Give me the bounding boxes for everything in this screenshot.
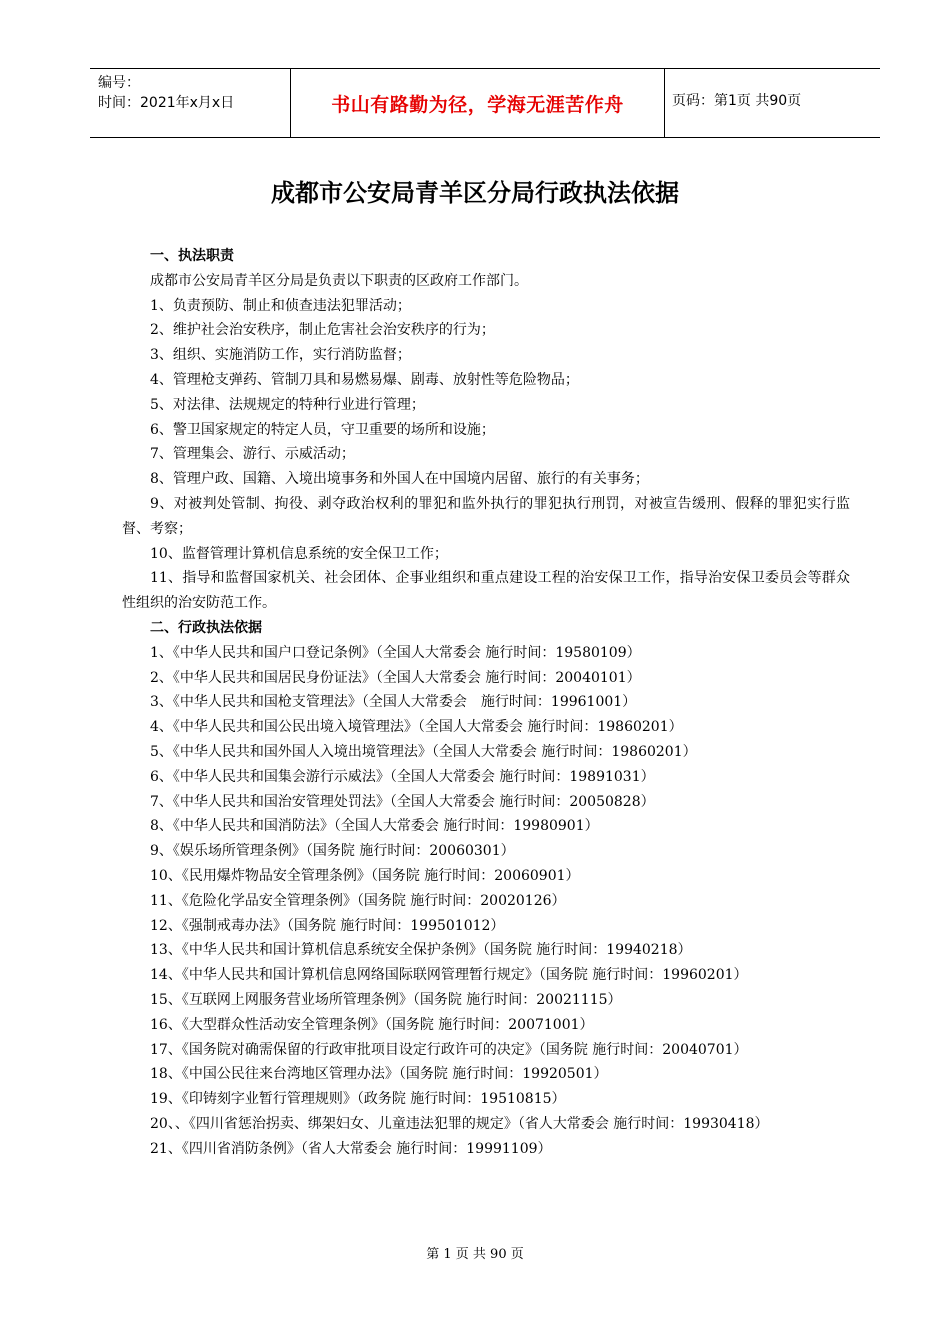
paragraph: 2、《中华人民共和国居民身份证法》（全国人大常委会 施行时间：20040101）	[150, 669, 641, 686]
paragraph: 2、维护社会治安秩序，制止危害社会治安秩序的行为；	[150, 322, 495, 339]
paragraph: 7、《中华人民共和国治安管理处罚法》（全国人大常委会 施行时间：20050828）	[150, 793, 655, 810]
paragraph: 9、《娱乐场所管理条例》（国务院 施行时间：20060301）	[150, 843, 515, 860]
paragraph: 1、负责预防、制止和侦查违法犯罪活动；	[150, 297, 411, 314]
paragraph: 16、《大型群众性活动安全管理条例》（国务院 施行时间：20071001）	[150, 1016, 594, 1033]
paragraph: 13、《中华人民共和国计算机信息系统安全保护条例》（国务院 施行时间：19940218）	[150, 942, 692, 959]
paragraph: 3、《中华人民共和国枪支管理法》（全国人大常委会 施行时间：19961001）	[150, 694, 637, 711]
paragraph: 3、组织、实施消防工作，实行消防监督；	[150, 347, 411, 364]
paragraph: 18、《中国公民往来台湾地区管理办法》（国务院 施行时间：19920501）	[150, 1066, 608, 1083]
paragraph: 5、《中华人民共和国外国人入境出境管理法》（全国人大常委会 施行时间：19860201）	[150, 743, 697, 760]
paragraph: 1、《中华人民共和国户口登记条例》（全国人大常委会 施行时间：19580109）	[150, 644, 641, 661]
paragraph: 21、《四川省消防条例》（省人大常委会 施行时间：19991109）	[150, 1140, 552, 1157]
section-heading: 一、执法职责	[150, 248, 234, 264]
paragraph: 12、《强制戒毒办法》（国务院 施行时间：199501012）	[150, 917, 505, 934]
paragraph: 10、监督管理计算机信息系统的安全保卫工作；	[150, 545, 448, 562]
header-motto: 书山有路勤为径，学海无涯苦作舟	[290, 69, 665, 137]
header-time-label: 时间：2021年x月x日	[98, 95, 235, 111]
paragraph: 11、指导和监督国家机关、社会团体、企事业组织和重点建设工程的治安保卫工作，指导治安保卫委员会等群众性组织的治安防范工作。	[122, 570, 850, 612]
paragraph: 19、《印铸刻字业暂行管理规则》（政务院 施行时间：19510815）	[150, 1091, 566, 1108]
paragraph: 10、《民用爆炸物品安全管理条例》（国务院 施行时间：20060901）	[150, 867, 580, 884]
paragraph: 9、对被判处管制、拘役、剥夺政治权利的罪犯和监外执行的罪犯执行刑罚，对被宣告缓刑、假释的罪犯实行监督、考察；	[122, 495, 850, 537]
paragraph: 5、对法律、法规规定的特种行业进行管理；	[150, 396, 425, 413]
paragraph: 17、《国务院对确需保留的行政审批项目设定行政许可的决定》（国务院 施行时间：20040701）	[150, 1041, 748, 1058]
paragraph: 4、《中华人民共和国公民出境入境管理法》（全国人大常委会 施行时间：19860201）	[150, 719, 683, 736]
paragraph: 6、《中华人民共和国集会游行示威法》（全国人大常委会 施行时间：19891031）	[150, 768, 655, 785]
document-title: 成都市公安局青羊区分局行政执法依据	[271, 178, 679, 207]
document-body	[122, 244, 850, 1161]
paragraph: 20、、《四川省惩治拐卖、绑架妇女、儿童违法犯罪的规定》（省人大常委会 施行时间：19930418）	[150, 1115, 769, 1132]
header-number-label: 编号：	[98, 75, 140, 91]
header-info	[98, 73, 288, 113]
section-heading: 二、行政执法依据	[150, 619, 262, 636]
paragraph: 11、《危险化学品安全管理条例》（国务院 施行时间：20020126）	[150, 892, 566, 909]
paragraph: 8、管理户政、国籍、入境出境事务和外国人在中国境内居留、旅行的有关事务；	[150, 471, 649, 488]
paragraph: 4、管理枪支弹药、管制刀具和易燃易爆、剧毒、放射性等危险物品；	[150, 371, 579, 388]
header-page-label: 页码：第1页 共90页	[672, 93, 802, 109]
paragraph: 14、《中华人民共和国计算机信息网络国际联网管理暂行规定》（国务院 施行时间：19960201）	[150, 967, 748, 984]
paragraph: 15、《互联网上网服务营业场所管理条例》（国务院 施行时间：20021115）	[150, 991, 622, 1008]
paragraph: 6、警卫国家规定的特定人员，守卫重要的场所和设施；	[150, 421, 495, 438]
paragraph: 8、《中华人民共和国消防法》（全国人大常委会 施行时间：19980901）	[150, 818, 599, 835]
paragraph: 成都市公安局青羊区分局是负责以下职责的区政府工作部门。	[150, 272, 528, 289]
page-footer: 第 1 页 共 90 页	[426, 1247, 524, 1262]
paragraph: 7、管理集会、游行、示威活动；	[150, 446, 355, 463]
page-header	[90, 68, 880, 138]
